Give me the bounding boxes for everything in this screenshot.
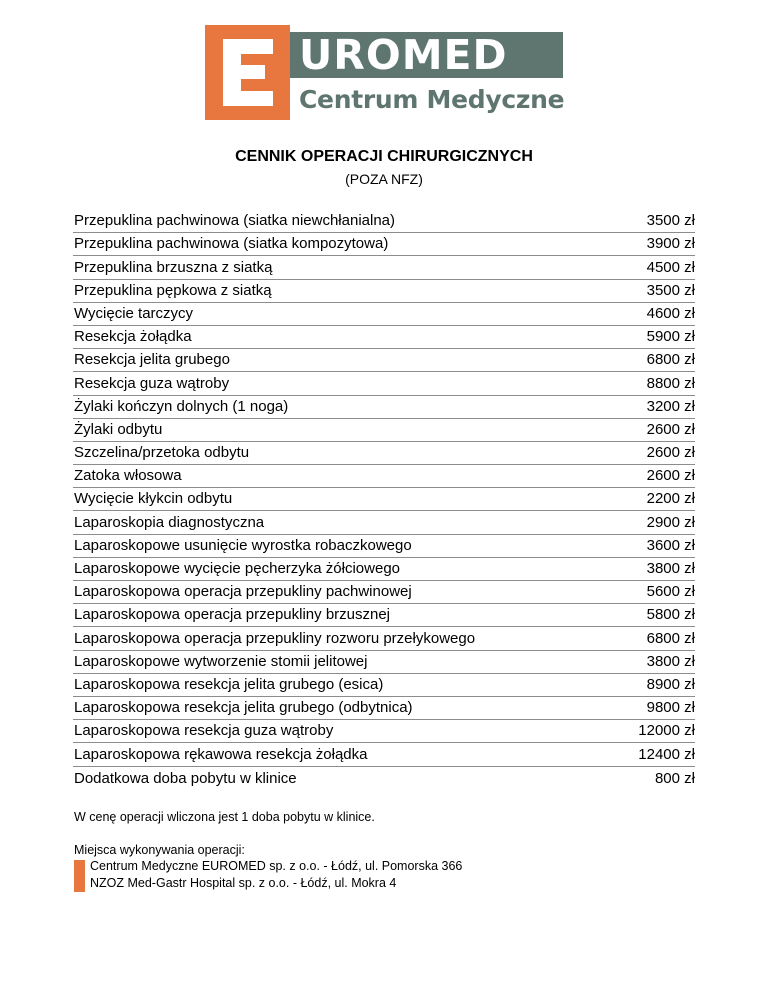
procedure-price: 3600 zł [646, 536, 695, 554]
price-row [73, 581, 695, 604]
procedure-name: Wycięcie tarczycy [74, 304, 194, 322]
procedure-name: Wycięcie kłykcin odbytu [74, 490, 233, 508]
procedure-price: 8900 zł [646, 675, 695, 693]
procedure-price: 2200 zł [646, 490, 695, 508]
procedure-price: 3800 zł [646, 560, 695, 577]
price-row [73, 210, 695, 233]
location-marker [74, 860, 85, 892]
locations-heading: Miejsca wykonywania operacji: [74, 843, 245, 857]
procedure-name: Przepuklina pachwinowa (siatka niewchłanialna) [74, 212, 396, 230]
page-subtitle: (POZA NFZ) [345, 171, 423, 187]
price-row [73, 651, 695, 674]
procedure-price: 4500 zł [646, 258, 695, 276]
procedure-name: Laparoskopowe usunięcie wyrostka robaczkowego [74, 536, 412, 554]
price-row [73, 674, 695, 697]
page-title: CENNIK OPERACJI CHIRURGICZNYCH [235, 148, 533, 165]
logo-top-text: UROMED [290, 32, 563, 78]
price-row [73, 627, 695, 650]
procedure-price: 2600 zł [646, 467, 695, 485]
procedure-price: 5800 zł [646, 606, 695, 624]
procedure-name: Przepuklina pępkowa z siatką [74, 281, 272, 299]
price-row [73, 743, 695, 766]
price-row [73, 280, 695, 303]
procedure-name: Laparoskopowa operacja przepukliny pachwinowej [74, 583, 412, 601]
procedure-name: Przepuklina pachwinowa (siatka kompozytowa) [74, 235, 389, 253]
price-row [73, 233, 695, 256]
price-row [73, 604, 695, 627]
location-item: Centrum Medyczne EUROMED sp. z o.o. - Łódź, ul. Pomorska 366 [90, 859, 463, 873]
procedure-price: 4600 zł [646, 304, 695, 322]
procedure-price: 2600 zł [646, 420, 695, 438]
price-row [73, 372, 695, 395]
included-stay-note: W cenę operacji wliczona jest 1 doba pobytu w klinice. [74, 810, 375, 824]
price-row [73, 396, 695, 419]
procedure-price: 5900 zł [646, 328, 695, 346]
price-list [73, 210, 695, 790]
procedure-name: Resekcja żołądka [74, 328, 192, 346]
euromed-logo [205, 25, 563, 120]
procedure-price: 2900 zł [646, 513, 695, 531]
procedure-price: 12400 zł [638, 745, 695, 763]
procedure-name: Resekcja guza wątroby [74, 374, 230, 392]
procedure-name: Laparoskopia diagnostyczna [74, 513, 265, 531]
price-row [73, 442, 695, 465]
price-row [73, 419, 695, 442]
procedure-price: 6800 zł [646, 351, 695, 369]
price-row [73, 488, 695, 511]
procedure-price: 9800 zł [646, 699, 695, 717]
procedure-price: 5600 zł [646, 583, 695, 601]
price-row [73, 349, 695, 372]
procedure-name: Laparoskopowa resekcja jelita grubego (odbytnica) [74, 699, 413, 717]
procedure-name: Laparoskopowe wycięcie pęcherzyka żółciowego [74, 560, 401, 577]
procedure-price: 3500 zł [646, 281, 695, 299]
procedure-price: 12000 zł [638, 722, 695, 740]
procedure-price: 2600 zł [646, 444, 695, 462]
price-row [73, 535, 695, 558]
price-row [73, 303, 695, 326]
price-row [73, 697, 695, 720]
price-row [73, 465, 695, 488]
locations-list [74, 858, 574, 892]
procedure-name: Laparoskopowa rękawowa resekcja żołądka [74, 745, 368, 763]
price-row [73, 256, 695, 279]
procedure-name: Laparoskopowa operacja przepukliny brzusznej [74, 606, 391, 624]
procedure-name: Zatoka włosowa [74, 467, 182, 485]
procedure-name: Dodatkowa doba pobytu w klinice [74, 769, 297, 787]
price-row [73, 767, 695, 790]
procedure-name: Laparoskopowa resekcja jelita grubego (esica) [74, 675, 384, 693]
procedure-name: Laparoskopowa operacja przepukliny rozworu przełykowego [74, 629, 476, 647]
procedure-price: 3800 zł [646, 652, 695, 670]
procedure-price: 3900 zł [646, 235, 695, 253]
procedure-name: Laparoskopowe wytworzenie stomii jelitowej [74, 652, 368, 670]
price-row [73, 558, 695, 581]
price-row [73, 511, 695, 534]
procedure-price: 800 zł [654, 769, 695, 787]
procedure-price: 8800 zł [646, 374, 695, 392]
procedure-price: 6800 zł [646, 629, 695, 647]
procedure-name: Szczelina/przetoka odbytu [74, 444, 250, 462]
procedure-name: Przepuklina brzuszna z siatką [74, 258, 273, 276]
procedure-name: Resekcja jelita grubego [74, 351, 230, 369]
procedure-name: Laparoskopowa resekcja guza wątroby [74, 722, 334, 740]
price-row [73, 720, 695, 743]
price-row [73, 326, 695, 349]
logo-e-letter [223, 39, 273, 106]
location-item: NZOZ Med-Gastr Hospital sp. z o.o. - Łódź, ul. Mokra 4 [90, 876, 397, 890]
procedure-name: Żylaki kończyn dolnych (1 noga) [74, 397, 289, 415]
logo-bottom-text: Centrum Medyczne [299, 85, 565, 114]
procedure-price: 3200 zł [646, 397, 695, 415]
procedure-name: Żylaki odbytu [74, 420, 163, 438]
procedure-price: 3500 zł [646, 212, 695, 230]
logo-e-block [205, 25, 290, 120]
